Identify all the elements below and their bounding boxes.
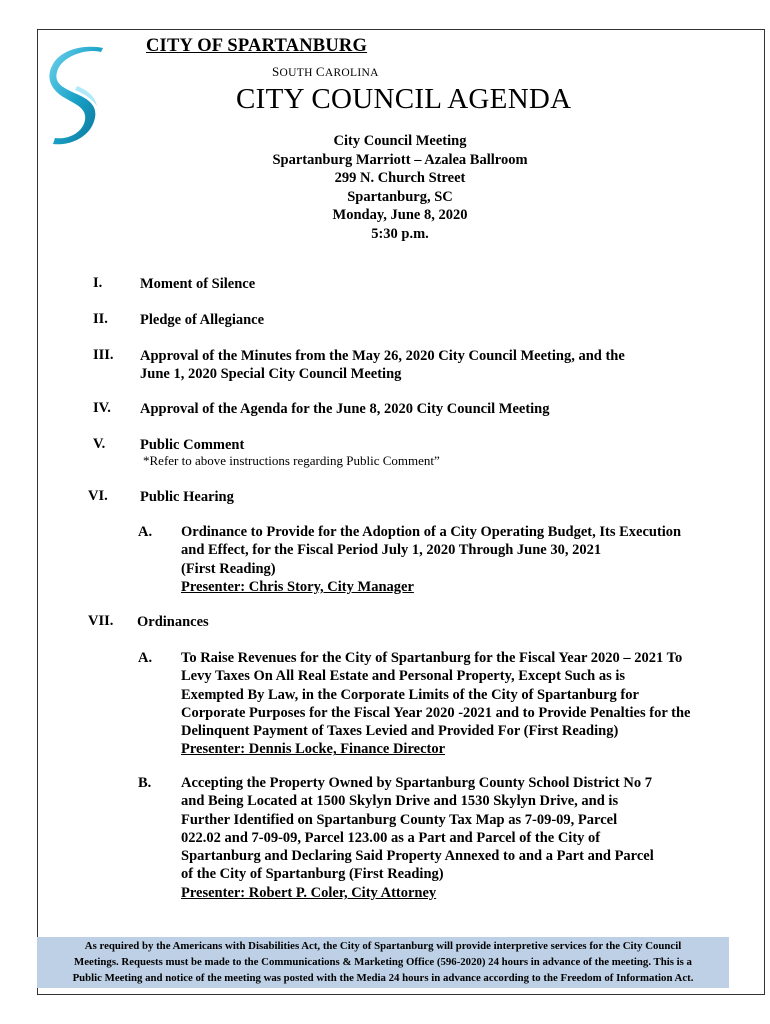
footer-line: Meetings. Requests must be made to the Communications & Marketing Office (596-2020) 24 hours in advance of the meeting. This is a — [74, 956, 692, 968]
meeting-venue: Spartanburg Marriott – Azalea Ballroom — [272, 151, 528, 168]
sub-item-line: Accepting the Property Owned by Spartanburg County School District No 7 — [181, 775, 652, 791]
public-hearing-item-a — [181, 523, 681, 596]
sub-item-line: Exempted By Law, in the Corporate Limits of the City of Spartanburg for — [181, 686, 639, 703]
meeting-date: Monday, June 8, 2020 — [332, 207, 468, 223]
sub-item-line: Corporate Purposes for the Fiscal Year 2020 -2021 and to Provide Penalties for the — [181, 704, 691, 721]
presenter: Presenter: Chris Story, City Manager — [181, 578, 414, 595]
meeting-name: City Council Meeting — [333, 133, 467, 149]
sub-item-line: Levy Taxes On All Real Estate and Personal Property, Except Such as is — [181, 668, 626, 685]
public-comment-note: *Refer to above instructions regarding Public Comment” — [143, 453, 440, 468]
meeting-street: 299 N. Church Street — [334, 170, 466, 186]
footer-line: As required by the Americans with Disabilities Act, the City of Spartanburg will provide interpretive services for the City Council — [84, 940, 682, 952]
sub-item-line: Further Identified on Spartanburg County Tax Map as 7-09-09, Parcel — [181, 811, 618, 828]
sub-item-line: Ordinance to Provide for the Adoption of a City Operating Budget, Its Execution — [181, 524, 682, 540]
presenter: Presenter: Robert P. Coler, City Attorney — [181, 884, 437, 901]
sub-item-line: Delinquent Payment of Taxes Levied and Provided For (First Reading) — [181, 723, 619, 740]
sub-item-line: and Being Located at 1500 Skylyn Drive and 1530 Skylyn Drive, and is — [181, 793, 619, 810]
agenda-item-line: June 1, 2020 Special City Council Meeting — [140, 366, 402, 382]
spartanburg-logo-icon — [47, 46, 109, 152]
meeting-info — [200, 132, 600, 243]
agenda-item: Public Hearing — [140, 489, 234, 505]
agenda-item: Approval of the Agenda for the June 8, 2020 City Council Meeting — [140, 401, 550, 417]
agenda-item: Moment of Silence — [140, 276, 256, 292]
city-name: CITY OF SPARTANBURG — [146, 36, 368, 56]
agenda-item: Ordinances — [137, 614, 209, 630]
item-number: V. — [93, 436, 106, 452]
meeting-city: Spartanburg, SC — [347, 188, 453, 205]
item-number: II. — [93, 311, 108, 327]
ada-notice-footer — [37, 937, 729, 988]
item-number: III. — [93, 347, 114, 363]
sub-item-line: (First Reading) — [181, 560, 276, 577]
agenda-item: Public Comment — [140, 437, 245, 453]
sub-item-letter: A. — [138, 650, 153, 666]
agenda-title: CITY COUNCIL AGENDA — [236, 83, 572, 115]
sub-item-letter: B. — [138, 775, 152, 791]
agenda-item — [140, 347, 625, 383]
presenter: Presenter: Dennis Locke, Finance Director — [181, 741, 446, 758]
sub-item-line: of the City of Spartanburg (First Reading) — [181, 866, 444, 883]
state-name: SOUTH CAROLINA — [272, 64, 379, 79]
sub-item-line: and Effect, for the Fiscal Period July 1, 2020 Through June 30, 2021 — [181, 542, 602, 559]
sub-item-letter: A. — [138, 524, 153, 540]
meeting-time: 5:30 p.m. — [371, 225, 429, 242]
sub-item-line: 022.02 and 7-09-09, Parcel 123.00 as a Part and Parcel of the City of — [181, 829, 601, 846]
agenda-item-line: Approval of the Minutes from the May 26, 2020 City Council Meeting, and the — [140, 348, 625, 364]
item-number: I. — [93, 275, 103, 291]
ordinance-item-a — [181, 649, 690, 759]
sub-item-line: To Raise Revenues for the City of Spartanburg for the Fiscal Year 2020 – 2021 To — [181, 650, 683, 666]
footer-line: Public Meeting and notice of the meeting was posted with the Media 24 hours in advance according to the Freedom of Information Act. — [72, 972, 694, 984]
ordinance-item-b — [181, 774, 654, 902]
item-number: VII. — [88, 613, 114, 629]
sub-item-line: Spartanburg and Declaring Said Property Annexed to and a Part and Parcel — [181, 848, 654, 865]
item-number: IV. — [93, 400, 111, 416]
item-number: VI. — [88, 488, 108, 504]
agenda-item: Pledge of Allegiance — [140, 312, 265, 328]
